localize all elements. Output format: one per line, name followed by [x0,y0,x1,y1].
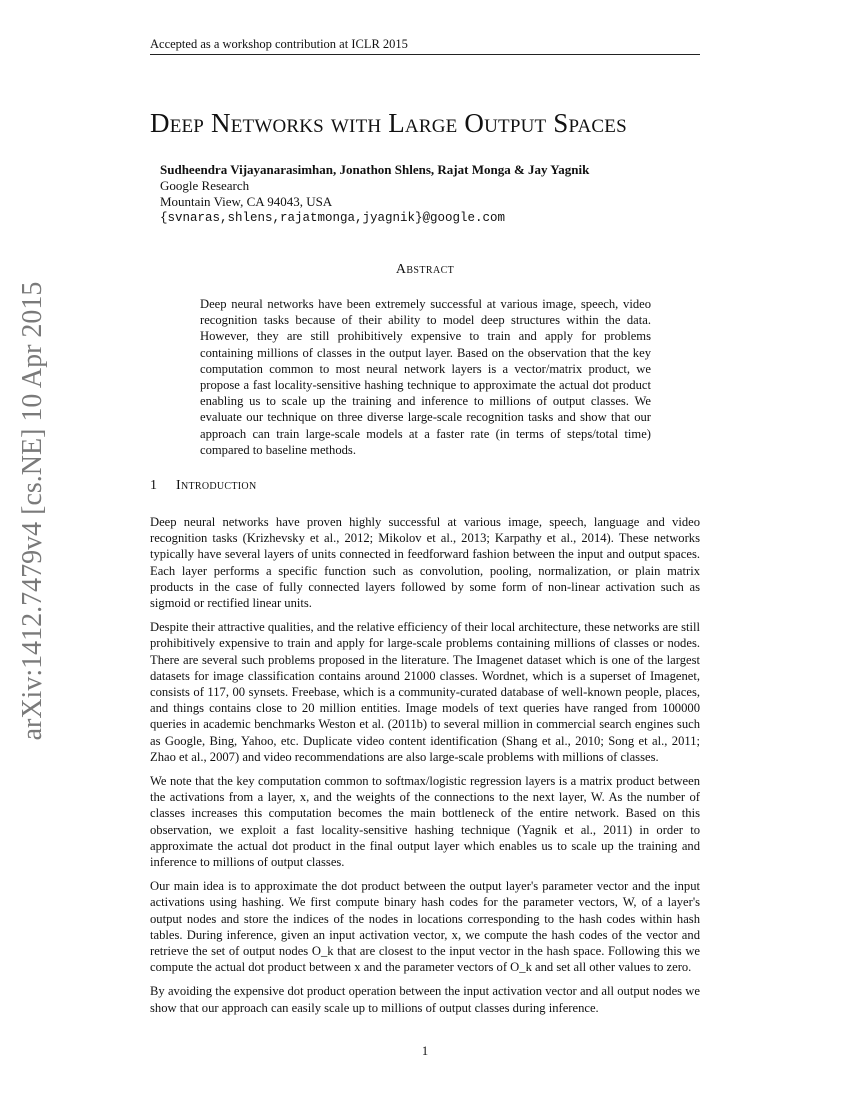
paragraph: Our main idea is to approximate the dot product between the output layer's parameter vector and the input activations using hashing. We first compute binary hash codes for the parameter vectors, W, of a layer's output nodes and store the indices of the nodes in locations corresponding to the hash codes within hash tables. During inference, given an input activation vector, x, we compute the hash codes of the vector and retrieve the set of output nodes O_k that are closest to the input vector in the hash space. Following this we compute the actual dot product between x and the parameter vectors of O_k and set all other values to zero. [150,879,700,975]
introduction-body [150,514,700,1024]
paragraph: By avoiding the expensive dot product operation between the input activation vector and all output nodes we show that our approach can easily scale up to millions of output classes during inference. [150,984,700,1015]
paper-title: Deep Networks with Large Output Spaces [150,108,627,138]
paragraph: Deep neural networks have proven highly successful at various image, speech, language and video recognition tasks (Krizhevsky et al., 2012; Mikolov et al., 2013; Karpathy et al., 2014). These networks typically have several layers of units connected in feedforward fashion between the input and output spaces. Each layer performs a specific function such as convolution, pooling, normalization, or plain matrix products in the case of fully connected layers followed by some form of non-linear activation such as sigmoid or rectified linear units. [150,515,700,611]
author-block [160,162,720,226]
arxiv-identifier: arXiv:1412.7479v4 [cs.NE] 10 Apr 2015 [17,281,48,741]
paragraph: We note that the key computation common to softmax/logistic regression layers is a matrix product between the activations from a layer, x, and the weights of the connections to the next layer, W. As the number of classes increases this computation becomes the main bottleneck of the entire network. Based on this observation, we exploit a fast locality-sensitive hashing technique (Yagnik et al., 2011) in order to approximate the actual dot product in the final output layer which enables us to scale up the training and inference to millions of output classes. [150,774,700,870]
header-rule [150,54,700,55]
author-affiliation: Google Research [160,178,250,193]
author-emails: {svnaras,shlens,rajatmonga,jyagnik}@google.com [160,211,506,225]
author-names: Sudheendra Vijayanarasimhan, Jonathon Shlens, Rajat Monga & Jay Yagnik [160,162,590,177]
paragraph: Despite their attractive qualities, and the relative efficiency of their local architecture, these networks are still prohibitively expensive to train and apply for large-scale problems containing millions of classes or nodes. There are several such problems proposed in the literature. The Imagenet dataset which is one of the largest datasets for image classification contains around 21000 classes. Wordnet, which is a superset of Imagenet, consists of 117, 00 synsets. Freebase, which is a community-curated database of well-known people, places, and things contains close to 20 million entities. Image models of text queries have ranged from 100000 queries in academic benchmarks Weston et al. (2011b) to several million in commercial search engines such as Google, Bing, Yahoo, etc. Duplicate video content identification (Shang et al., 2010; Song et al., 2011; Zhao et al., 2007) and video recommendations are also large-scale problems with millions of classes. [150,620,700,764]
arxiv-sidebar [8,276,58,746]
running-header: Accepted as a workshop contribution at ICLR 2015 [150,37,408,51]
section-number: 1 [150,478,158,493]
page-number: 1 [421,1044,429,1058]
section-title: Introduction [176,478,257,493]
abstract-heading: Abstract [395,262,455,277]
author-address: Mountain View, CA 94043, USA [160,194,333,209]
section-heading-introduction [150,478,256,494]
abstract-body: Deep neural networks have been extremely successful at various image, speech, video recognition tasks because of their ability to model deep structures within the data. However, they are still prohibitively expensive to train and apply for problems containing millions of classes in the output layer. Based on the observation that the key computation common to most neural network layers is a vector/matrix product, we propose a fast locality-sensitive hashing technique to approximate the actual dot product enabling us to scale up the training and inference to millions of output classes. We evaluate our technique on three diverse large-scale recognition tasks and show that our approach can train large-scale models at a faster rate (in terms of steps/total time) compared to baseline methods. [200,297,651,457]
